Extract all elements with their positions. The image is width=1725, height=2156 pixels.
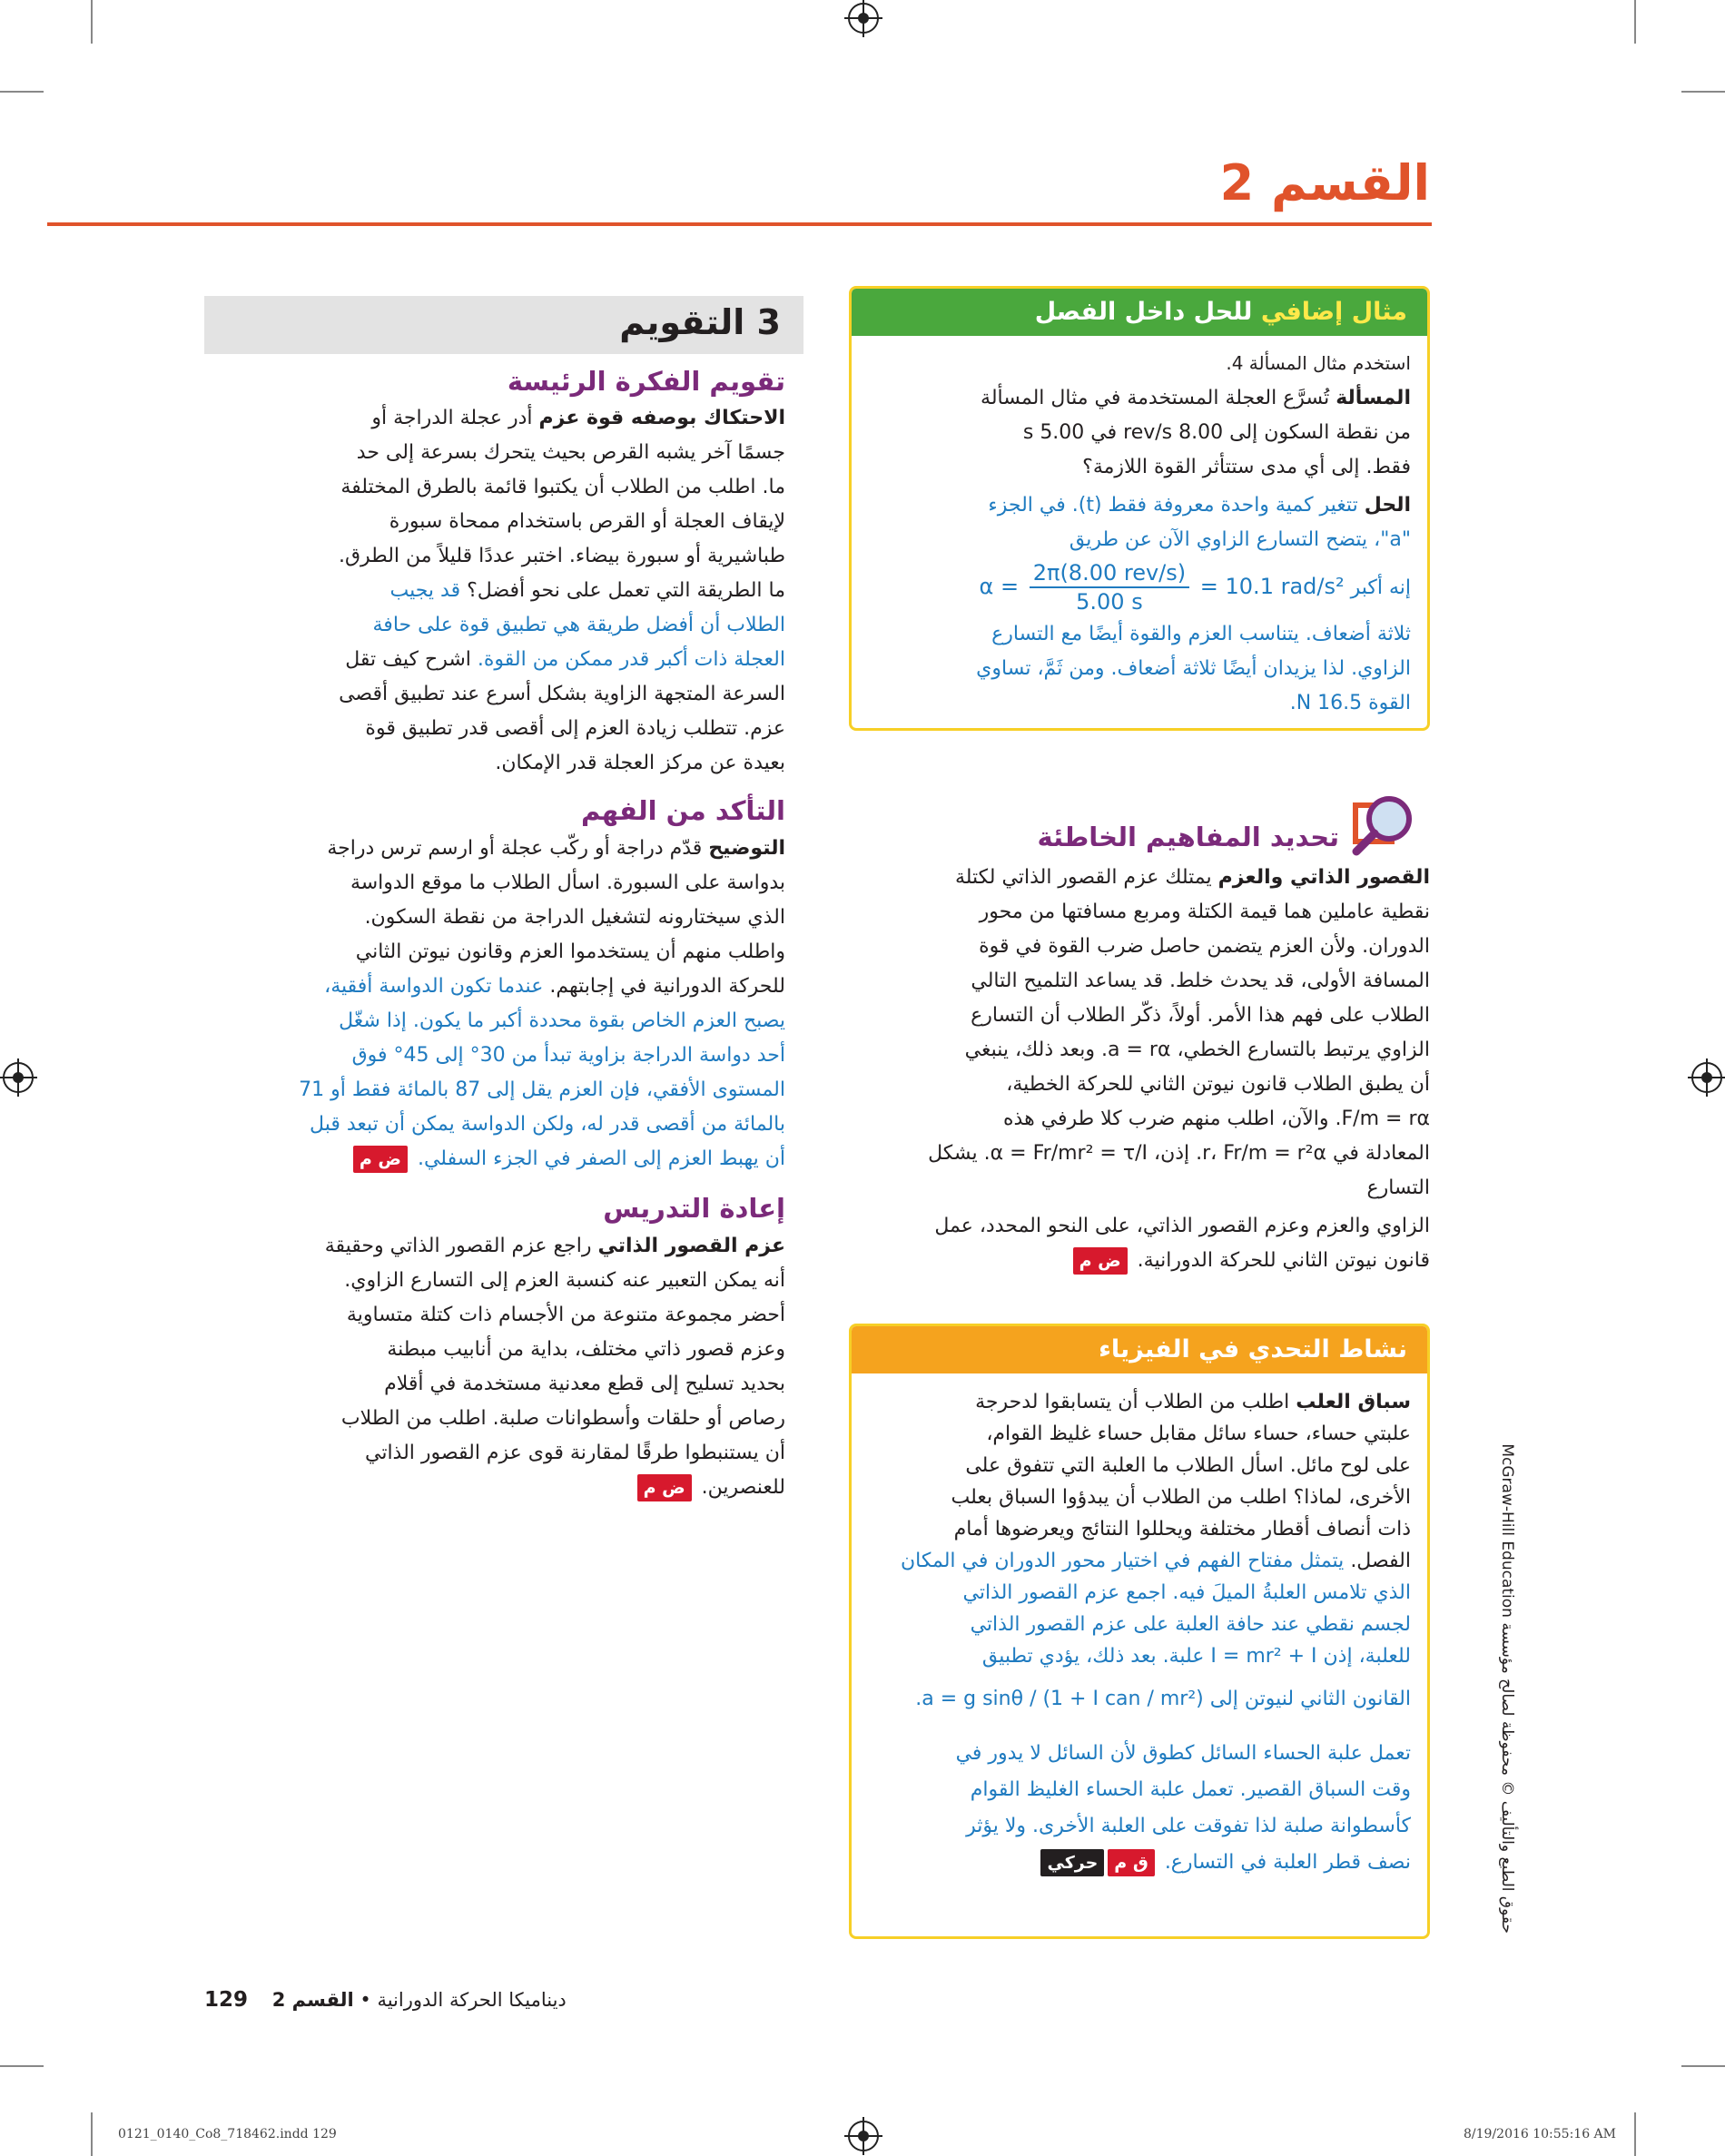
formula-denominator: 5.00 s [1076,589,1143,615]
problem-label: المسألة [1336,387,1411,409]
text-line: أحضر مجموعة متنوعة من الأجسام ذات كتلة متساوية [346,1304,785,1326]
text-line: أن يطبق الطلاب قانون نيوتن الثاني للحركة الخطية، [1006,1073,1430,1096]
trim-mark [1634,0,1636,44]
text-line: الزاوي يرتبط بالتسارع الخطي، a = rα. وبعد ذلك، ينبغي [964,1039,1430,1061]
challenge-body [852,1373,1427,1881]
solution-text: تتغير كمية واحدة معروفة فقط (t). في الجزء [988,494,1358,517]
text-line: أدر عجلة الدراجة أو [371,407,533,429]
solution-text: القوة 16.5 N. [1289,692,1411,714]
answer-line: كأسطوانة صلبة لذا تفوقت على العلبة الأخرى. ولا يؤثر [966,1815,1411,1837]
page-footer [204,1988,586,2012]
challenge-header: نشاط التحدي في الفيزياء [852,1326,1427,1373]
alpha-formula [980,557,1345,615]
check-lead: التوضيح [708,837,785,860]
text-line: اشرح كيف تقل [345,648,471,671]
misconceptions-title: تحديد المفاهيم الخاطئة [1037,822,1339,852]
text-line: لإيقاف العجلة أو القرص باستخدام ممحاة سبورة [389,510,785,533]
solution-text: الزاوي. لذا يزيدان أيضًا ثلاثة أضعاف. ومن ثَمَّ، تساوي [976,657,1411,680]
trim-mark [1681,2065,1725,2067]
text-line: واطلب منهم أن يستخدموا العزم وقانون نيوتن الثاني [355,940,785,963]
challenge-lead: سباق العلب [1296,1391,1411,1413]
header-rule [47,222,1432,226]
text-line: الزاوي والعزم وعزم القصور الذاتي، على النحو المحدد، عمل [934,1215,1430,1237]
text-line: يتمثل مفتاح الفهم في اختيار محور الدوران في المكان [900,1550,1345,1572]
section-title: القسم 2 [1219,154,1430,212]
problem-text: من نقطة السكون إلى 8.00 rev/s في 5.00 s [1022,421,1411,444]
text-line: أحد دواسة الدراجة بزاوية تبدأ من 30° إلى 45° فوق [351,1044,785,1067]
check-understanding-title: التأكد من الفهم [580,795,785,826]
text-line: نقطية عاملين هما قيمة الكتلة ومربع مسافتها من محور [979,901,1430,923]
extra-example-title: للحل داخل الفصل [1034,298,1253,326]
level-badge: ق م [1108,1849,1155,1876]
text-line: أن يستنبطوا طرقًا لمقارنة قوى عزم القصور الذاتي [364,1442,785,1464]
text-line: أنه يمكن التعبير عنه كنسبة العزم إلى التسارع الزاوي. [344,1269,785,1292]
chapter-name: ديناميكا الحركة الدورانية [377,1989,567,2011]
footer-bullet: • [360,1989,371,2011]
text-line: أن يهبط العزم إلى الصفر في الجزء السفلي. [417,1147,785,1170]
style-badge: حركي [1040,1849,1104,1876]
footer-section: القسم 2 [271,1989,354,2011]
problem-text: تُسرَّع العجلة المستخدمة في مثال المسألة [981,387,1330,409]
text-line: F/m = rα. والآن، اطلب منهم ضرب كلا طرفي هذه [1003,1108,1430,1130]
problem-text: فقط. إلى أي مدى ستتأثر القوة اللازمة؟ [1082,456,1411,478]
slug-date: 8/19/2016 10:55:16 AM [1464,2127,1617,2141]
solution-text: ثلاثة أضعاف. يتناسب العزم والقوة أيضًا مع التسارع [991,623,1411,645]
text-line: بحديد تسليح إلى قطع معدنية مستخدمة في أقلام [384,1373,785,1395]
text-line: طباشيرية أو سبورة بيضاء. اختبر عددًا قليلاً من الطرق. [338,545,785,567]
text-line: ما الطريقة التي تعمل على نحو أفضل؟ [467,579,785,602]
registration-mark-icon [848,2121,879,2151]
text-line: يمتلك عزم القصور الذاتي لكتلة [954,866,1212,889]
text-line: الذي سيختارونه لتشغيل الدراجة من نقطة السكون. [364,906,785,929]
text-line: ما. اطلب من الطلاب أن يكتبوا قائمة بالطرق المختلفة [340,476,785,498]
text-line: عزم. تتطلب زيادة العزم إلى أقصى قدر تطبيق قوة [365,717,785,740]
registration-mark-icon [3,1062,34,1093]
text-line: المستوى الأفقي، فإن العزم يقل إلى 87 بالمائة فقط أو 71 [299,1078,785,1101]
example-intro: استخدم مثال المسألة 4. [1226,352,1411,374]
text-line: العجلة ذات أكبر قدر ممكن من القوة. [477,648,785,671]
text-line: قانون نيوتن الثاني للحركة الدورانية. [1137,1249,1430,1272]
copyright-credit: حقوق الطبع والتأليف © محفوظة لصالح مؤسسة McGraw-Hill Education [1498,1443,1516,1934]
text-line: التسارع [1366,1176,1430,1199]
extra-example-body [852,336,1427,721]
text-line: للعلبة، إذن I = mr² + I علبة. بعد ذلك، يؤدي تطبيق [981,1645,1411,1668]
text-line: الفصل. [1350,1550,1411,1572]
level-badge: ض م [637,1474,692,1501]
text-line: عندما تكون الدواسة أفقية، [324,975,544,998]
text-line: قدّم دراجة أو ركّب عجلة أو ارسم ترس دراجة [327,837,703,860]
solution-label: الحل [1364,494,1411,517]
text-line: للحركة الدورانية في إجابتهم. [549,975,785,998]
text-line: الطلاب أن أفضل طريقة هي تطبيق قوة على حافة [372,614,785,636]
trim-mark [1681,91,1725,93]
text-line: ذات أنصاف أقطار مختلفة ويحللوا النتائج ويعرضوها أمام [953,1518,1411,1541]
answer-line: نصف قطر العلبة في التسارع. [1164,1851,1411,1874]
formula-prefix: α = [979,574,1020,599]
slug-file: 0121_0140_Co8_718462.indd 129 [118,2127,337,2141]
level-badge: ض م [353,1146,408,1173]
main-idea-lead: الاحتكاك بوصفه قوة عزم [538,407,785,429]
text-line: وعزم قصور ذاتي مختلف، بداية من أنابيب مبطنة [387,1338,785,1361]
text-line: الذي تلامس العلبةُ الميلَ فيه. اجمع عزم القصور الذاتي [962,1581,1411,1604]
text-line: للعنصرين. [701,1476,785,1499]
text-line: السرعة المتجهة الزاوية بشكل أسرع عند تطبيق أقصى [339,683,785,705]
level-badge: ض م [1073,1247,1128,1275]
registration-mark-icon [848,3,879,34]
main-idea-title: تقويم الفكرة الرئيسة [507,366,785,397]
text-line: على لوح مائل. اسأل الطلاب ما العلبة التي تتفوق على [965,1454,1411,1477]
assessment-title: 3 التقويم [619,302,781,342]
text-line: الأخرى، لماذا؟ اطلب من الطلاب أن يبدؤوا السباق بعلب [951,1486,1411,1509]
text-line: جسمًا آخر يشبه القرص بحيث يتحرك بسرعة إلى حد [356,441,785,464]
text-line: علبتي حساء، حساء سائل مقابل حساء غليظ القوام، [986,1423,1411,1445]
trim-mark [0,91,44,93]
assessment-body [204,361,785,1505]
text-line: لجسم نقطي عند حافة العلبة على عزم القصور الذاتي [970,1613,1411,1636]
text-line: القانون الثاني لنيوتن إلى a = g sinθ / (1 + I can / mr²). [915,1688,1411,1710]
misconceptions-lead: القصور الذاتي والعزم [1217,866,1430,889]
text-line: راجع عزم القصور الذاتي وحقيقة [324,1235,592,1257]
page-number: 129 [204,1988,249,2012]
answer-line: تعمل علبة الحساء السائل كطوق لأن السائل لا يدور في [955,1742,1411,1765]
solution-paragraph [868,488,1411,523]
text-line: قد يجيب [389,579,461,602]
extra-example-title-highlight: مثال إضافي [1260,298,1407,326]
text-line: بعيدة عن مركز العجلة قدر الإمكان. [495,752,785,774]
reteach-lead: عزم القصور الذاتي [597,1235,785,1257]
text-line: المسافة الأولى، قد يحدث خلط. قد يساعد التلميح التالي [971,970,1430,992]
formula-numerator: 2π(8.00 rev/s) [1030,559,1189,588]
text-line: رصاص أو حلقات وأسطوانات صلبة. اطلب من الطلاب [340,1407,785,1430]
trim-mark [0,2065,44,2067]
text-line: الطلاب على فهم هذا الأمر. أولاً، ذكّر الطلاب أن التسارع [971,1004,1430,1027]
extra-example-box [849,286,1430,731]
text-line: بدواسة على السبورة. اسأل الطلاب ما موقع الدواسة [350,871,785,894]
magnifier-icon [1351,792,1416,857]
answer-line: وقت السباق القصير. تعمل علبة الحساء الغليظ القوام [970,1778,1411,1801]
extra-example-header [852,289,1427,336]
formula-result: = 10.1 rad/s² [1199,574,1345,599]
text-line: بالمائة من أقصى قدر له، ولكن الدواسة يمكن أن تبعد قبل [310,1113,785,1136]
solution-formula [868,557,1411,617]
text-line: يصبح العزم الخاص بقوة محددة أكبر ما يكون. إذا شغّل [339,1009,785,1032]
solution-text: "a"، يتضح التسارع الزاوي الآن عن طريق [1069,528,1411,551]
challenge-box [849,1324,1430,1939]
misconceptions-body [849,861,1430,1278]
trim-mark [91,2112,93,2156]
trim-mark [91,0,93,44]
text-line: الدوران. ولأن العزم يتضمن حاصل ضرب القوة في قوة [979,935,1430,958]
reteach-title: إعادة التدريس [603,1193,785,1224]
registration-mark-icon [1691,1062,1722,1093]
text-line: اطلب من الطلاب أن يتسابقوا لدحرجة [975,1391,1290,1413]
side-credit-container [1489,1371,1543,1934]
problem-paragraph [868,381,1411,416]
formula-suffix: إنه أكبر [1350,576,1411,599]
trim-mark [1634,2112,1636,2156]
text-line: المعادلة في r، Fr/m = r²α. إذن، α = Fr/mr² = τ/I. يشكل [928,1142,1430,1165]
